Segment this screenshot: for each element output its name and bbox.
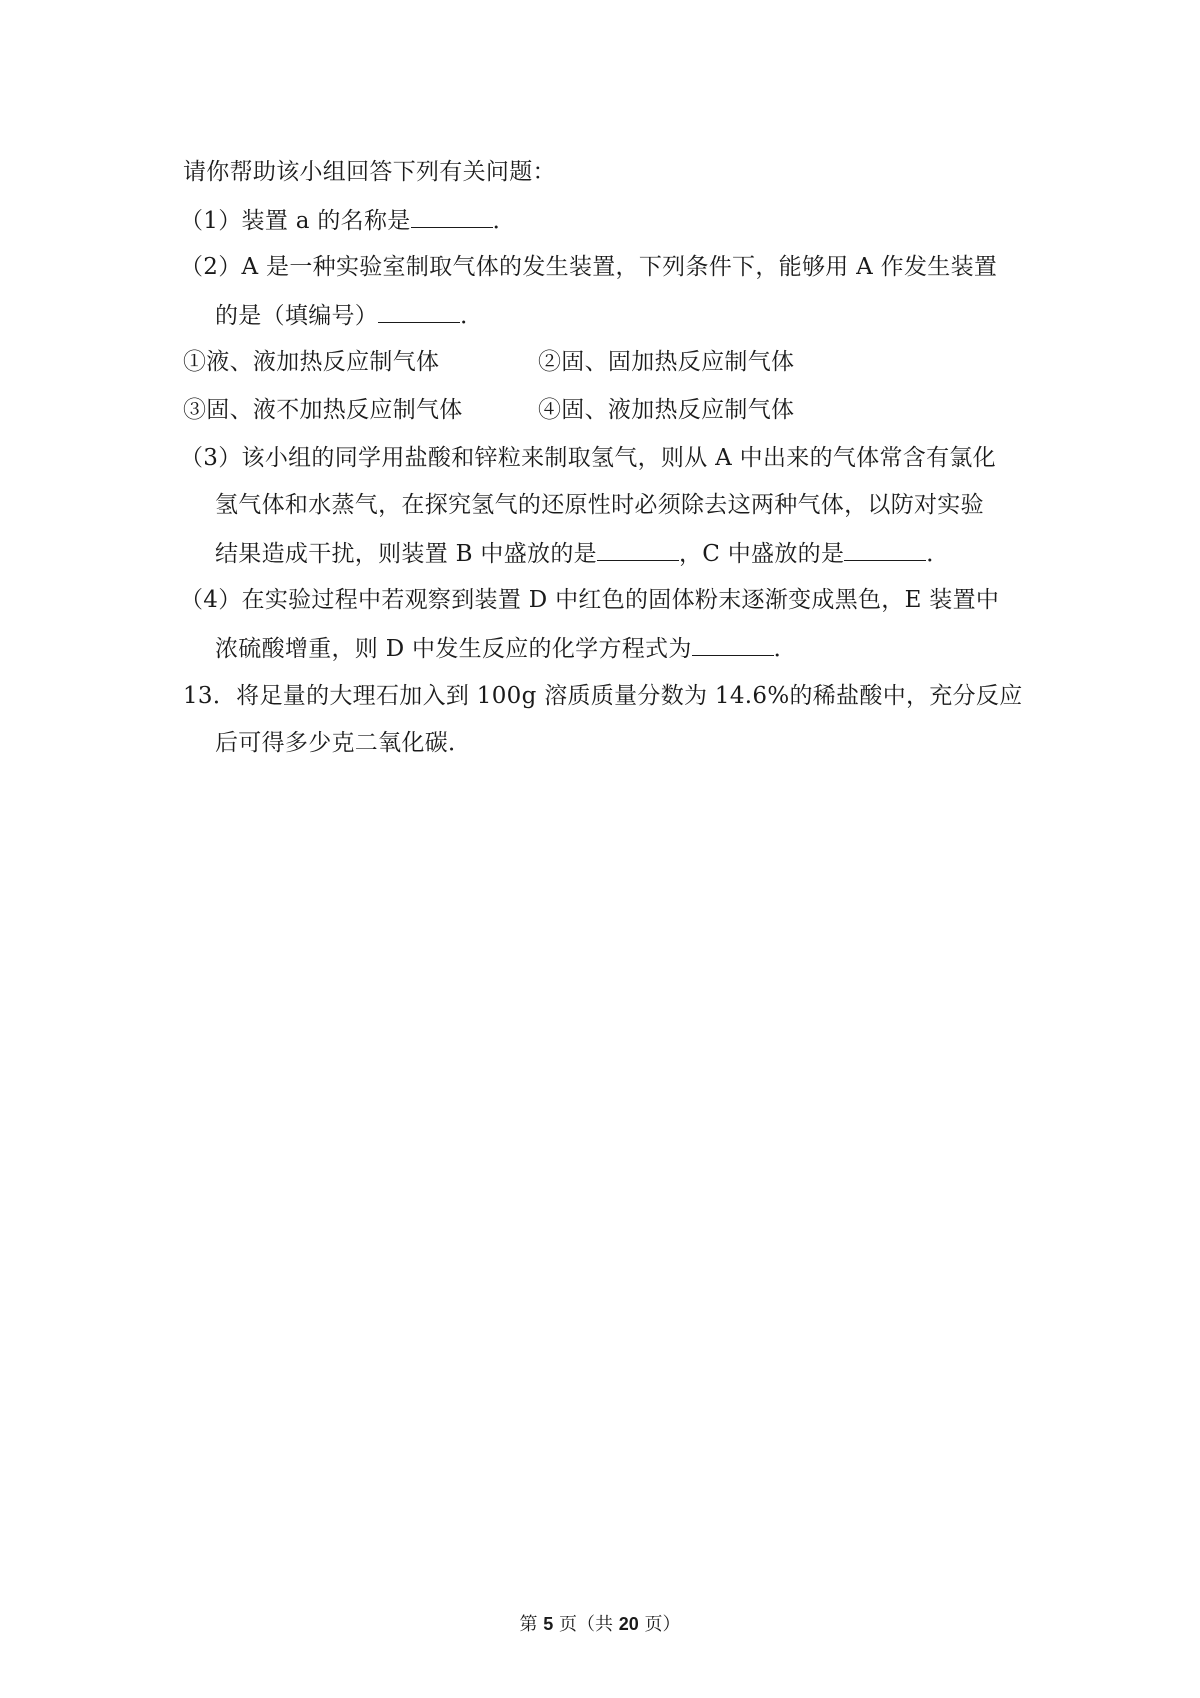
question-4-end: ．: [773, 636, 797, 662]
question-3-line-1: （3）该小组的同学用盐酸和锌粒来制取氢气，则从 A 中出来的气体常含有氯化: [180, 445, 996, 471]
answer-blank: [378, 300, 460, 323]
question-2-end: ．: [460, 303, 484, 329]
option-3: ③固、液不加热反应制气体: [183, 397, 463, 423]
question-3-line-2: 氢气体和水蒸气，在探究氢气的还原性时必须除去这两种气体，以防对实验: [215, 492, 984, 518]
footer-prefix: 第: [519, 1614, 544, 1635]
question-2-line-1: （2）A 是一种实验室制取气体的发生装置，下列条件下，能够用 A 作发生装置: [180, 254, 998, 280]
question-2-line-2: [215, 300, 483, 331]
total-pages: 20: [618, 1614, 639, 1634]
footer-middle: 页（共: [553, 1614, 619, 1635]
answer-blank: [411, 205, 493, 228]
question-2-text: 的是（填编号）: [215, 303, 379, 329]
option-2: ②固、固加热反应制气体: [538, 349, 795, 375]
answer-blank: [844, 538, 926, 561]
question-13-line-1: 13．将足量的大理石加入到 100g 溶质质量分数为 14.6%的稀盐酸中，充分反应: [183, 683, 1023, 709]
question-3-line-3: [215, 538, 950, 569]
question-1-text: （1）装置 a 的名称是: [180, 208, 411, 234]
question-3-text-b: ，C 中盛放的是: [678, 541, 845, 567]
question-1-end: ．: [492, 208, 516, 234]
footer-suffix: 页）: [638, 1614, 681, 1635]
answer-blank: [597, 538, 679, 561]
intro-text: 请你帮助该小组回答下列有关问题：: [183, 159, 556, 185]
page-footer: [0, 1610, 1200, 1636]
option-4: ④固、液加热反应制气体: [538, 397, 795, 423]
page-number: 5: [543, 1614, 554, 1634]
option-1: ①液、液加热反应制气体: [183, 349, 440, 375]
answer-blank: [692, 633, 774, 656]
question-3-text-a: 结果造成干扰，则装置 B 中盛放的是: [215, 541, 597, 567]
question-4-line-2: [215, 633, 797, 664]
question-4-line-1: （4）在实验过程中若观察到装置 D 中红色的固体粉末逐渐变成黑色，E 装置中: [180, 587, 1000, 613]
question-1: [180, 205, 516, 236]
question-3-end: ．: [926, 541, 950, 567]
question-4-text: 浓硫酸增重，则 D 中发生反应的化学方程式为: [215, 636, 692, 662]
question-13-line-2: 后可得多少克二氧化碳．: [215, 730, 472, 756]
